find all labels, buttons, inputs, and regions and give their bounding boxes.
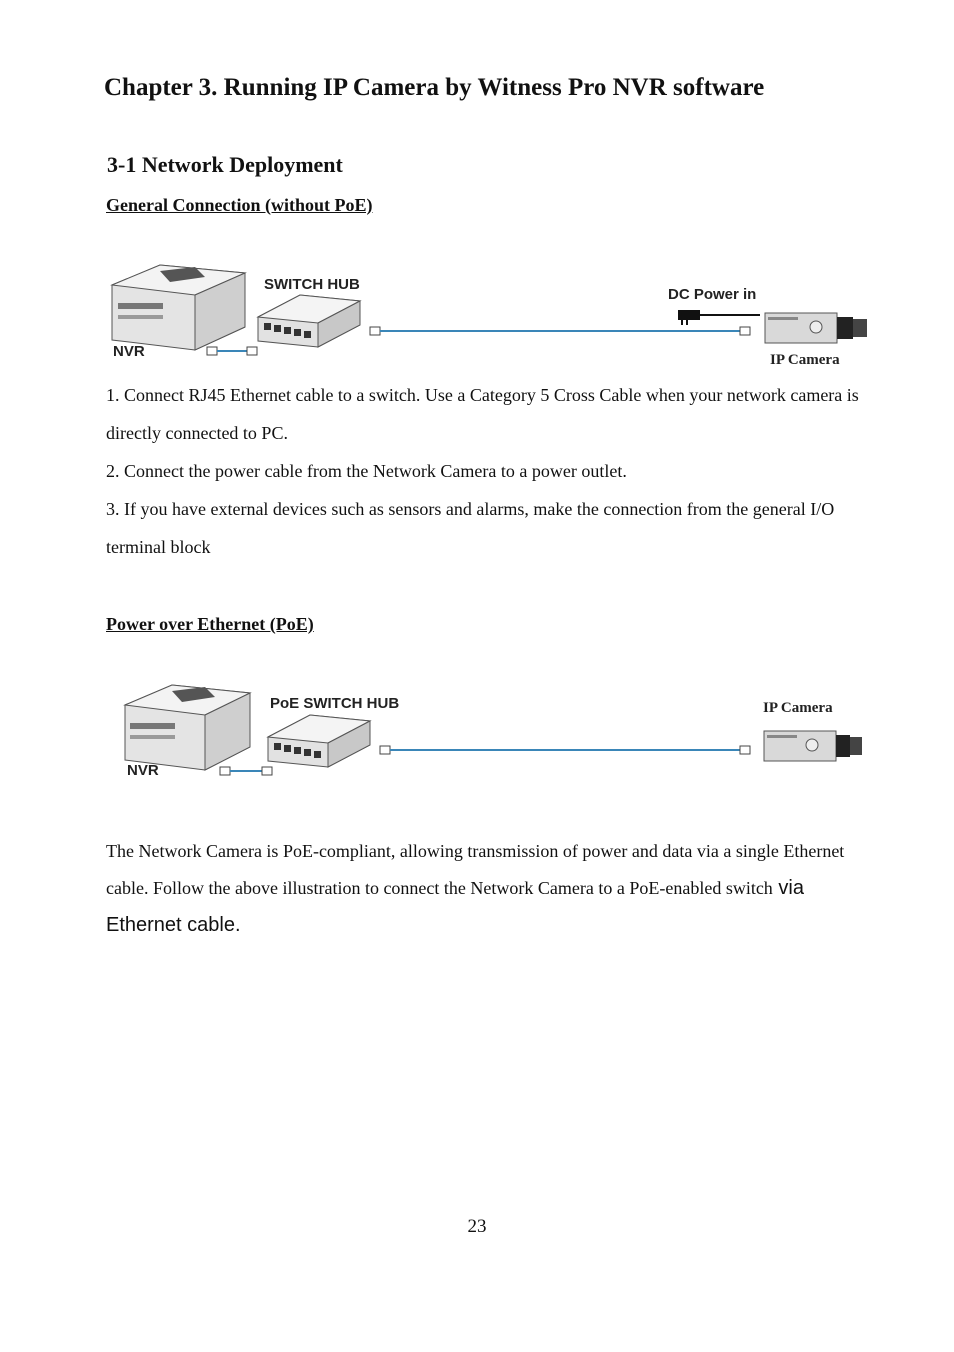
general-steps bbox=[106, 376, 876, 566]
chapter-title: Chapter 3. Running IP Camera by Witness Pro NVR software bbox=[104, 74, 765, 101]
switch-hub-label: SWITCH HUB bbox=[264, 276, 360, 293]
nvr-device-icon bbox=[125, 685, 250, 770]
ip-camera-icon bbox=[764, 731, 862, 761]
poe-switch-hub-label: PoE SWITCH HUB bbox=[270, 695, 400, 712]
page-number: 23 bbox=[467, 1216, 487, 1237]
switch-hub-icon bbox=[258, 295, 360, 347]
general-connection-diagram bbox=[0, 255, 954, 375]
poe-connection-diagram bbox=[0, 675, 954, 795]
ethernet-cable-icon bbox=[370, 327, 750, 335]
nvr-label: NVR bbox=[113, 343, 145, 360]
ip-camera-icon bbox=[765, 313, 867, 343]
poe-heading: Power over Ethernet (PoE) bbox=[106, 614, 314, 634]
ethernet-cable-icon bbox=[380, 746, 750, 754]
poe-description-tail: via Ethernet cable. bbox=[106, 877, 804, 936]
general-connection-heading: General Connection (without PoE) bbox=[106, 195, 373, 215]
step-3-text: 3. If you have external devices such as sensors and alarms, make the connection from the general I/O terminal block bbox=[106, 499, 835, 557]
patch-cable-icon bbox=[207, 347, 257, 355]
step-1-text: 1. Connect RJ45 Ethernet cable to a switch. Use a Category 5 Cross Cable when your network camera is directly connected to PC. bbox=[106, 385, 859, 443]
section-title: 3-1 Network Deployment bbox=[107, 152, 343, 177]
poe-description bbox=[106, 833, 876, 944]
poe-description-main: The Network Camera is PoE-compliant, allowing transmission of power and data via a single Ethernet cable. Follow the above illustration to connect the Network Camera to a PoE-enabled switch bbox=[106, 841, 845, 898]
ip-camera-label: IP Camera bbox=[770, 352, 840, 368]
step-2-text: 2. Connect the power cable from the Network Camera to a power outlet. bbox=[106, 461, 627, 481]
patch-cable-icon bbox=[220, 767, 272, 775]
poe-nvr-label: NVR bbox=[127, 762, 159, 779]
dc-power-plug-icon bbox=[678, 310, 760, 325]
poe-switch-hub-icon bbox=[268, 715, 370, 767]
dc-power-label: DC Power in bbox=[668, 286, 757, 303]
poe-ip-camera-label: IP Camera bbox=[763, 700, 833, 716]
nvr-device-icon bbox=[112, 265, 245, 350]
